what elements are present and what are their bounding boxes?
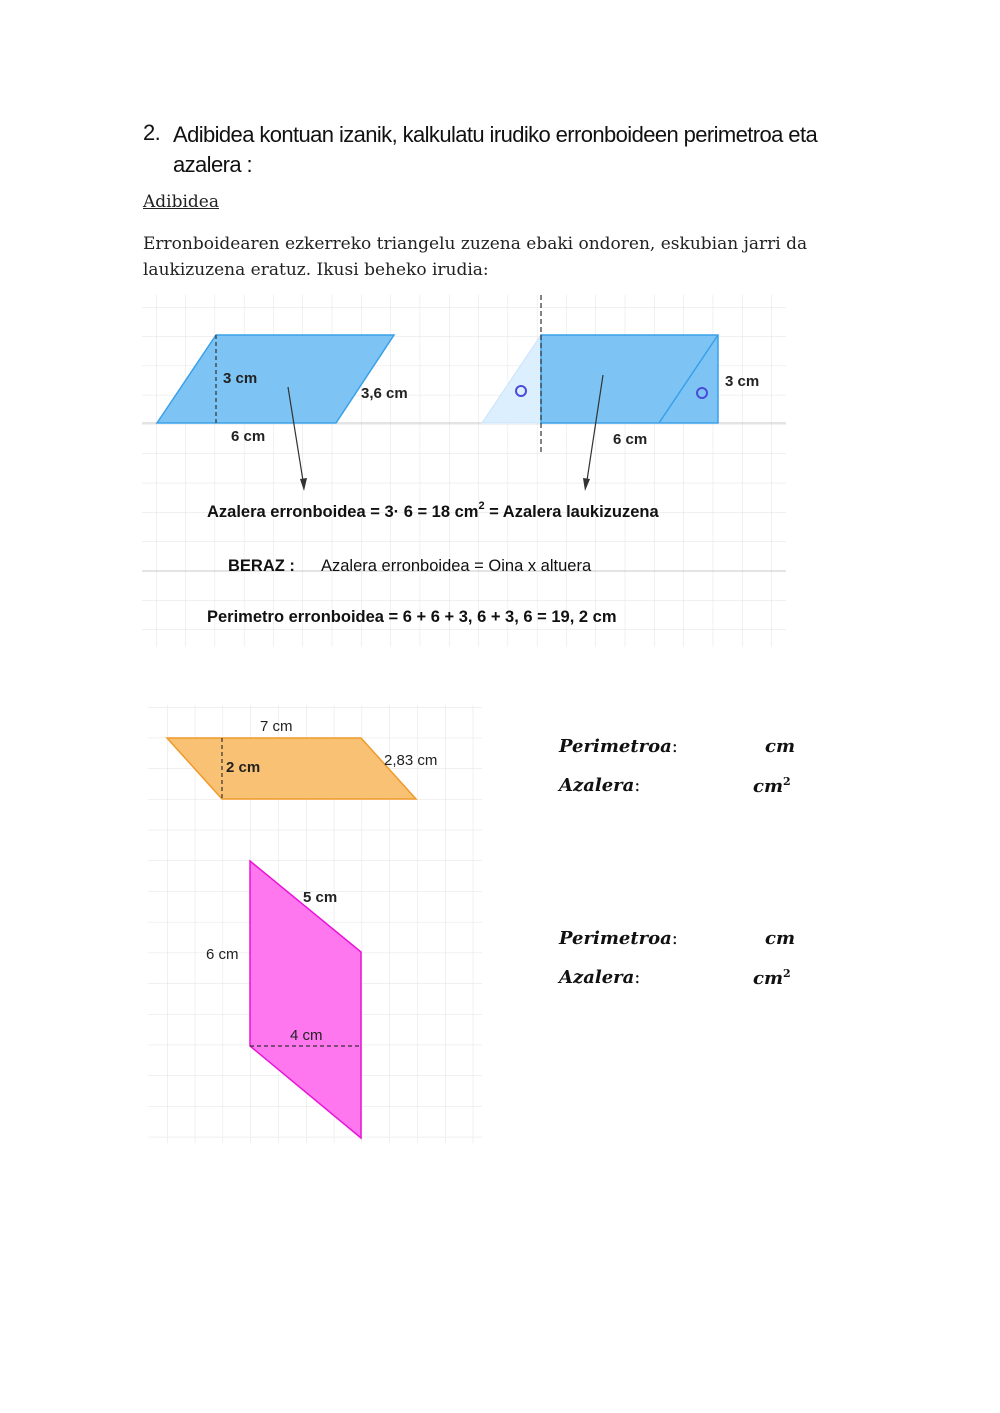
magenta-height-label: 6 cm [206, 946, 239, 963]
right-height-label: 3 cm [725, 373, 760, 390]
beraz-label: BERAZ : [228, 557, 295, 575]
area-formula: Azalera erronboidea = 3· 6 = 18 $cm^2$ = Azalera laukizuzena [207, 500, 659, 521]
rectangle-blue [541, 335, 718, 423]
question-title: Adibidea kontuan izanik, kalkulatu irudiko erronboideen perimetroa eta azalera : [173, 122, 818, 177]
orange-height-label: 2 cm [226, 759, 261, 776]
perimeter-formula: Perimetro erronboidea = 6 + 6 + 3, 6 + 3, 6 = 19, 2 cm [207, 608, 617, 626]
answer1-perimeter-label: Perimetroa: [559, 736, 678, 757]
answer1-area-label: Azalera: [559, 775, 641, 796]
example-label: Adibidea [143, 192, 219, 212]
question-number: 2. [143, 120, 161, 145]
left-height-label: 3 cm [223, 370, 258, 387]
example-figure [142, 295, 786, 647]
answer1-area-unit: $cm^2$ [753, 775, 791, 797]
left-base-label: 6 cm [231, 428, 266, 445]
exercise-figure [148, 705, 482, 1143]
general-area-formula: Azalera erronboidea = Oina x altuera [321, 557, 592, 575]
orange-top-label: 7 cm [260, 718, 293, 735]
answer2-area-unit: $cm^2$ [753, 967, 791, 989]
right-base-label: 6 cm [613, 431, 648, 448]
example-text: Erronboidearen ezkerreko triangelu zuzena ebaki ondoren, eskubian jarri da laukizuzena eratuz. Ikusi beheko irudia: [143, 234, 808, 280]
answer2-perimeter-unit: cm [765, 928, 796, 949]
answer2-perimeter-label: Perimetroa: [559, 928, 678, 949]
answer1-perimeter-unit: cm [765, 736, 796, 757]
magenta-side-label: 5 cm [303, 889, 338, 906]
orange-side-label: 2,83 cm [384, 752, 438, 769]
answer2-area-label: Azalera: [559, 967, 641, 988]
left-side-label: 3,6 cm [361, 385, 408, 402]
magenta-base-label: 4 cm [290, 1027, 323, 1044]
